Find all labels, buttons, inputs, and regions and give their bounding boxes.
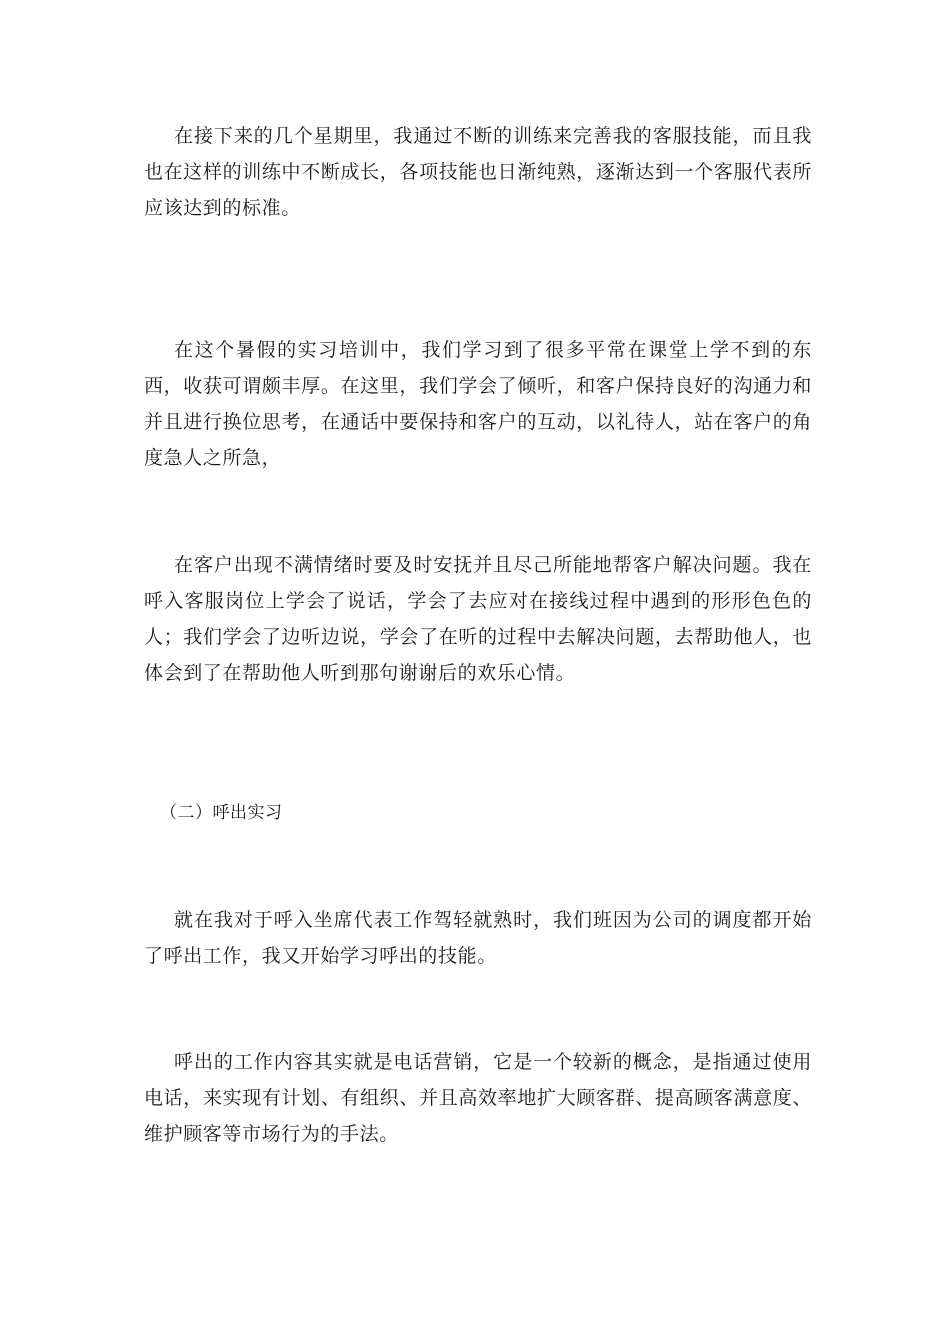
paragraph-customer-dissatisfaction: 在客户出现不满情绪时要及时安抚并且尽己所能地帮客户解决问题。我在呼入客服岗位上学会了说话，学会了去应对在接线过程中遇到的形形色色的人；我们学会了边听边说，学会了在听的过程中去解决问题，去帮助他人，也体会到了在帮助他人听到那句谢谢后的欢乐心情。 bbox=[144, 554, 812, 684]
paragraph-outbound-start: 就在我对于呼入坐席代表工作驾轻就熟时，我们班因为公司的调度都开始了呼出工作，我又开始学习呼出的技能。 bbox=[144, 909, 812, 967]
paragraph-telemarketing-definition: 呼出的工作内容其实就是电话营销，它是一个较新的概念，是指通过使用电话，来实现有计划、有组织、并且高效率地扩大顾客群、提高顾客满意度、维护顾客等市场行为的手法。 bbox=[144, 1051, 812, 1145]
paragraph-training-skills: 在接下来的几个星期里，我通过不断的训练来完善我的客服技能，而且我也在这样的训练中不断成长，各项技能也日渐纯熟，逐渐达到一个客服代表所应该达到的标准。 bbox=[144, 125, 812, 219]
section-heading-outbound-internship: （二）呼出实习 bbox=[160, 803, 283, 823]
paragraph-summer-internship: 在这个暑假的实习培训中，我们学习到了很多平常在课堂上学不到的东西，收获可谓颇丰厚。在这里，我们学会了倾听，和客户保持良好的沟通力和并且进行换位思考，在通话中要保持和客户的互动，以礼待人，站在客户的角度急人之所急， bbox=[144, 339, 812, 469]
